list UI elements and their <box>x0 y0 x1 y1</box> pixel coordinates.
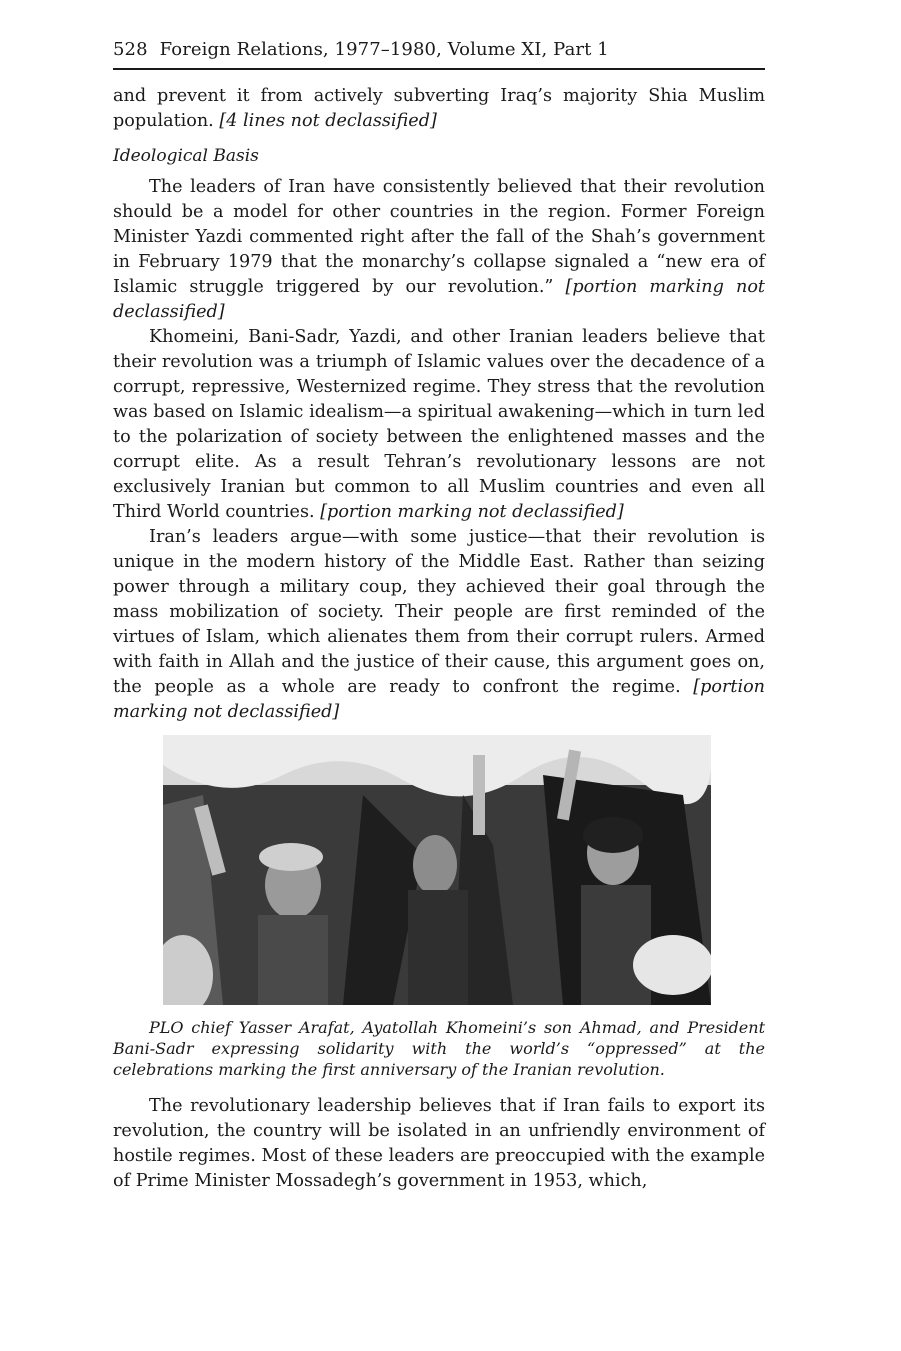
photograph <box>163 735 711 1005</box>
photo-caption: PLO chief Yasser Arafat, Ayatollah Khomeini’s son Ahmad, and President Bani-Sadr expressing solidarity with the world’s “oppressed” at the celebrations marking the first anniversary of the Iranian revolution. <box>113 1018 765 1079</box>
declassification-note: [4 lines not declassified] <box>219 111 437 131</box>
paragraph: Khomeini, Bani-Sadr, Yazdi, and other Iranian leaders believe that their revolution was a triumph of Islamic values over the decadence of a corrupt, repressive, Westernized regime. They stress that the revolution was based on Islamic idealism—a spiritual awakening—which in turn led to the polarization of society between the enlightened masses and the corrupt elite. As a result Tehran’s revolutionary lessons are not exclusively Iranian but common to all Muslim countries and even all Third World countries. [portion marking not declassified] <box>113 327 765 522</box>
declassification-note: [portion marking not declassified] <box>113 277 765 322</box>
section-heading: Ideological Basis <box>113 146 259 166</box>
declassification-note: [portion marking not declassified] <box>320 502 624 522</box>
page-number: 528 <box>113 39 148 60</box>
paragraph: Iran’s leaders argue—with some justice—that their revolution is unique in the modern history of the Middle East. Rather than seizing power through a military coup, they achieved their goal through the mass mobilization of society. Their people are first reminded of the virtues of Islam, which alienates them from their corrupt rulers. Armed with faith in Allah and the justice of their cause, this argument goes on, the people as a whole are ready to confront the regime. [portion marking not declassified] <box>113 527 765 722</box>
running-title: Foreign Relations, 1977–1980, Volume XI, Part 1 <box>159 39 609 60</box>
crowd-photo-icon <box>163 735 711 1005</box>
paragraph: The leaders of Iran have consistently believed that their revolution should be a model for other countries in the region. Former Foreign Minister Yazdi commented right after the fall of the Shah’s government in February 1979 that the monarchy’s collapse signaled a “new era of Islamic struggle triggered by our revolution.” [portion marking not declassified] <box>113 177 765 322</box>
declassification-note: [portion marking not declassified] <box>113 677 765 722</box>
paragraph-continuation: and prevent it from actively subverting Iraq’s majority Shia Muslim population. [4 lines not declassified] <box>113 86 765 131</box>
body-text <box>113 84 765 1194</box>
running-header <box>113 38 765 70</box>
document-page <box>113 38 765 1194</box>
paragraph: The revolutionary leadership believes that if Iran fails to export its revolution, the country will be isolated in an unfriendly environment of hostile regimes. Most of these leaders are preoccupied with the example of Prime Minister Mossadegh’s government in 1953, which, <box>113 1096 765 1191</box>
